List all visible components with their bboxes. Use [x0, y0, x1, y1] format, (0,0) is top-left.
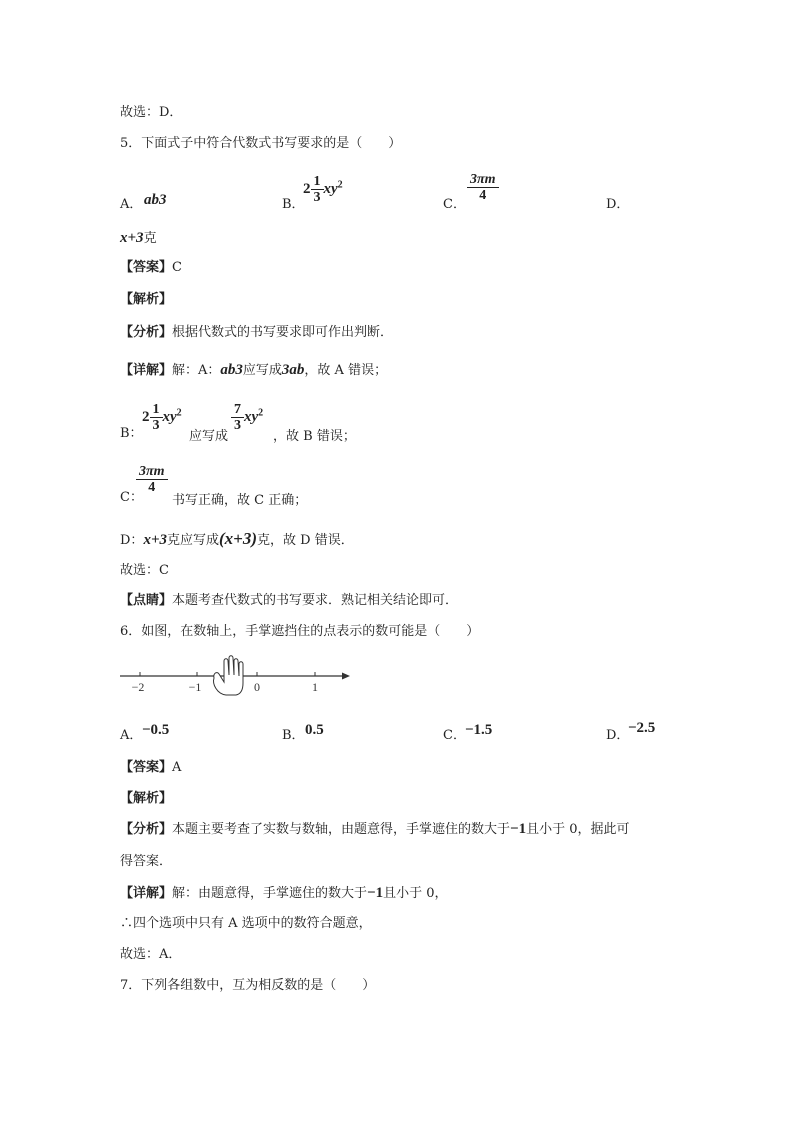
- q5-detail-c-expr: $\frac{3\pi m}{4}$: [136, 464, 168, 495]
- q5-stem: 5．下面式子中符合代数式书写要求的是（ ）: [120, 136, 402, 151]
- q5-option-a-expr: ab3: [144, 192, 167, 208]
- q5-option-d: [606, 196, 629, 214]
- expression: x+3: [120, 230, 144, 246]
- q6-fenxi-cont: 得答案．: [120, 854, 173, 869]
- q5-detail-a: 【详解】解：A：ab3应写成3ab，故 A 错误；: [120, 362, 388, 378]
- tick-label: −2: [131, 680, 145, 694]
- q6-conclusion: 故选：A．: [120, 947, 182, 962]
- q7-stem: 7．下列各组数中，互为相反数的是（ ）: [120, 978, 376, 993]
- q5-detail-b-expr1: 2 $\frac{1}{3}$ $xy^2$: [142, 402, 182, 433]
- q6-option-b-value: 0.5: [305, 722, 324, 738]
- number-line-figure: [118, 654, 358, 706]
- q6-option-b: B．: [282, 728, 305, 743]
- fraction: $\frac{1}{3}$: [311, 174, 324, 205]
- q6-option-a: A．: [120, 728, 143, 743]
- variable: xy: [323, 181, 338, 197]
- q6-stem: 6．如图，在数轴上，手掌遮挡住的点表示的数可能是（ ）: [120, 624, 480, 639]
- q5-analysis-tag: 【解析】: [120, 292, 173, 307]
- arrow-head-icon: [342, 673, 350, 680]
- q5-detail-c-label: C：: [120, 490, 143, 505]
- q6-analysis-tag: 【解析】: [120, 791, 173, 806]
- tick-label: 1: [312, 680, 318, 694]
- tick-label: −1: [188, 680, 202, 694]
- q5-comment: 【点睛】本题考查代数式的书写要求．熟记相关结论即可．: [120, 593, 459, 608]
- q6-option-d-value: −2.5: [628, 720, 656, 736]
- fraction: $\frac{3\pi m}{4}$: [467, 172, 499, 203]
- q5-detail-d: D：x+3克应写成(x+3)克，故 D 错误．: [120, 529, 354, 548]
- q4-conclusion: 故选：D．: [120, 105, 183, 120]
- q6-option-a-value: −0.5: [142, 722, 170, 738]
- q5-detail-b-mid: 应写成: [189, 429, 229, 444]
- option-label: A．: [120, 197, 143, 212]
- unit: 克: [143, 231, 157, 246]
- tick-label: 0: [254, 680, 260, 694]
- exponent: 2: [337, 179, 343, 191]
- q5-detail-b-label: B：: [120, 426, 143, 441]
- q6-option-d: D．: [606, 728, 630, 743]
- q5-option-b: [282, 196, 305, 214]
- q5-option-a: [120, 196, 142, 214]
- q6-detail-cont: ∴四个选项中只有 A 选项中的数符合题意，: [120, 916, 372, 931]
- option-label: C．: [443, 197, 466, 212]
- hand-icon: [214, 656, 243, 695]
- q6-fenxi: 【分析】本题主要考查了实数与数轴，由题意得，手掌遮住的数大于−1且小于 0，据此可: [120, 821, 630, 837]
- option-label: D．: [606, 197, 630, 212]
- q5-answer: 【答案】C: [120, 260, 182, 275]
- q5-detail-b-expr2: $\frac{7}{3}$ $xy^2$: [231, 402, 263, 433]
- q6-answer: 【答案】A: [120, 760, 182, 775]
- q5-fenxi: 【分析】根据代数式的书写要求即可作出判断．: [120, 325, 394, 340]
- q5-detail-c-end: 书写正确，故 C 正确；: [172, 493, 308, 508]
- q5-detail-b-end: ，故 B 错误；: [273, 429, 356, 444]
- q5-option-c-expr: [467, 172, 499, 203]
- q6-detail: 【详解】解：由题意得，手掌遮住的数大于−1且小于 0，: [120, 885, 448, 901]
- q5-conclusion: 故选：C: [120, 563, 169, 578]
- whole-part: 2: [303, 181, 311, 197]
- q6-option-c: C．: [443, 728, 466, 743]
- q5-option-c: [443, 196, 466, 214]
- option-label: B．: [282, 197, 305, 212]
- q5-option-d-expr: [120, 229, 157, 248]
- q6-option-c-value: −1.5: [465, 722, 493, 738]
- q5-option-b-expr: [303, 174, 343, 205]
